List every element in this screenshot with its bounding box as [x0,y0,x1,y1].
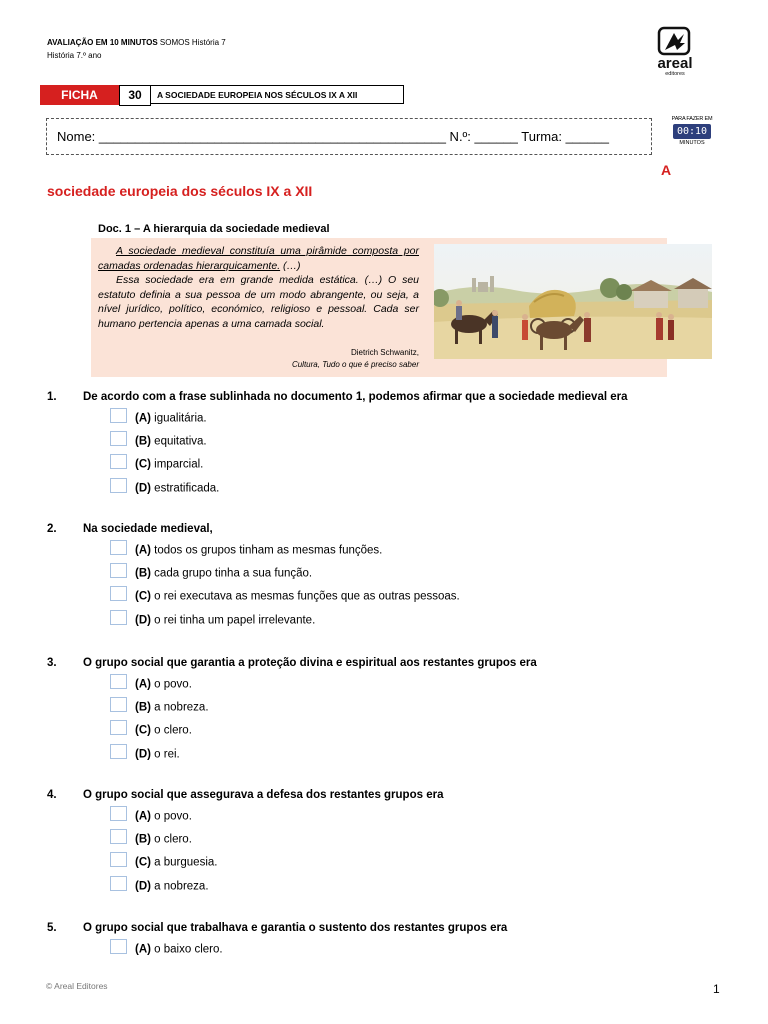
version-letter: A [661,162,672,178]
option-text: estratificada. [154,482,220,495]
option-letter: (A) [135,810,151,823]
question-number: 5. [47,922,57,934]
answer-option[interactable] [110,411,207,429]
header-line-1 [47,38,226,47]
doc-paragraph-2: Essa sociedade era em grande medida estática. (…) O seu estatuto definia a sua pessoa de um modo abrangente, ou seja, a nível jurídico, político, económico, religioso e pessoal. Cada ser humano pertencia apenas a uma camada social. [98,274,419,330]
option-letter: (A) [135,678,151,691]
option-text: o povo. [154,810,192,823]
answer-checkbox[interactable] [110,720,127,735]
answer-option[interactable] [110,589,460,607]
answer-checkbox[interactable] [110,610,127,625]
section-title: sociedade europeia dos séculos IX a XII [47,183,313,199]
answer-option[interactable] [110,481,219,499]
option-text: o baixo clero. [154,943,223,956]
option-letter: (A) [135,544,151,557]
option-text: cada grupo tinha a sua função. [154,567,313,580]
answer-option[interactable] [110,700,209,718]
timer-top-label: PARA FAZER EM [671,116,713,122]
medieval-scene-illustration [434,244,712,359]
option-text: o rei tinha um papel irrelevante. [154,614,316,627]
ficha-title: A SOCIEDADE EUROPEIA NOS SÉCULOS IX A XII [150,85,404,104]
option-text: o rei executava as mesmas funções que as outras pessoas. [154,590,460,603]
answer-checkbox[interactable] [110,586,127,601]
option-letter: (C) [135,724,151,737]
option-letter: (D) [135,482,151,495]
timer-value: 00:10 [673,124,711,139]
option-text: a nobreza. [154,880,209,893]
option-letter: (B) [135,435,151,448]
answer-option[interactable] [110,434,207,452]
answer-option[interactable] [110,677,192,695]
option-text: equitativa. [154,435,207,448]
doc-underlined-sentence: A sociedade medieval constituía uma pirâmide composta por camadas ordenadas hierarquicamente. [98,245,419,272]
timer-bottom-label: MINUTOS [679,140,705,146]
answer-checkbox[interactable] [110,876,127,891]
answer-checkbox[interactable] [110,806,127,821]
answer-option[interactable] [110,855,217,873]
question-number: 2. [47,523,57,535]
doc-author: Dietrich Schwanitz, [350,348,419,357]
answer-option[interactable] [110,879,209,897]
question-number: 1. [47,391,57,403]
answer-checkbox[interactable] [110,563,127,578]
answer-option[interactable] [110,723,192,741]
option-letter: (C) [135,590,151,603]
option-text: igualitária. [154,412,207,425]
answer-option[interactable] [110,457,203,475]
answer-option[interactable] [110,543,382,561]
doc-ellipsis: (…) [280,259,301,272]
option-letter: (C) [135,856,151,869]
option-text: o rei. [154,748,180,761]
question-text: De acordo com a frase sublinhada no documento 1, podemos afirmar que a sociedade medieval era [83,391,628,403]
question-text: O grupo social que assegurava a defesa dos restantes grupos era [83,789,444,801]
option-text: imparcial. [154,458,204,471]
timer-badge [670,116,714,154]
header-line-2: História 7.º ano [47,51,102,60]
answer-option[interactable] [110,832,192,850]
page-number: 1 [713,982,720,996]
doc-paragraph-1 [98,244,419,273]
option-letter: (B) [135,567,151,580]
answer-checkbox[interactable] [110,939,127,954]
answer-checkbox[interactable] [110,478,127,493]
answer-checkbox[interactable] [110,454,127,469]
ficha-label: FICHA [40,85,119,105]
logo-text: areal [657,55,693,72]
question-number: 4. [47,789,57,801]
answer-checkbox[interactable] [110,697,127,712]
question-text: O grupo social que trabalhava e garantia o sustento dos restantes grupos era [83,922,508,934]
option-text: o povo. [154,678,192,691]
option-letter: (A) [135,412,151,425]
logo-subtext: editores [665,71,685,76]
option-text: todos os grupos tinham as mesmas funções. [154,544,383,557]
answer-option[interactable] [110,566,312,584]
option-text: o clero. [154,724,192,737]
student-info-field[interactable]: Nome: ________________________________________________ N.º: ______ Turma: ______ [46,118,652,155]
answer-option[interactable] [110,809,192,827]
question-number: 3. [47,657,57,669]
answer-option[interactable] [110,942,223,960]
question-text: O grupo social que garantia a proteção divina e espiritual aos restantes grupos era [83,657,537,669]
option-letter: (C) [135,458,151,471]
answer-checkbox[interactable] [110,431,127,446]
areal-logo-icon [644,26,706,76]
option-letter: (D) [135,748,151,761]
answer-option[interactable] [110,747,180,765]
option-letter: (D) [135,880,151,893]
answer-option[interactable] [110,613,315,631]
answer-checkbox[interactable] [110,852,127,867]
option-text: a nobreza. [154,701,209,714]
option-letter: (B) [135,833,151,846]
doc-source: Cultura, Tudo o que é preciso saber [291,360,419,369]
option-text: o clero. [154,833,192,846]
answer-checkbox[interactable] [110,674,127,689]
option-text: a burguesia. [154,856,218,869]
answer-checkbox[interactable] [110,829,127,844]
option-letter: (B) [135,701,151,714]
option-letter: (A) [135,943,151,956]
header-book: SOMOS História 7 [159,38,226,47]
option-letter: (D) [135,614,151,627]
question-text: Na sociedade medieval, [83,523,213,535]
answer-checkbox[interactable] [110,540,127,555]
footer-copyright: © Areal Editores [46,981,108,991]
ficha-number: 30 [119,85,151,106]
answer-checkbox[interactable] [110,744,127,759]
header-series: AVALIAÇÃO EM 10 MINUTOS [47,38,158,47]
answer-checkbox[interactable] [110,408,127,423]
doc-text [98,244,419,332]
doc-title: Doc. 1 – A hierarquia da sociedade medieval [98,223,330,235]
